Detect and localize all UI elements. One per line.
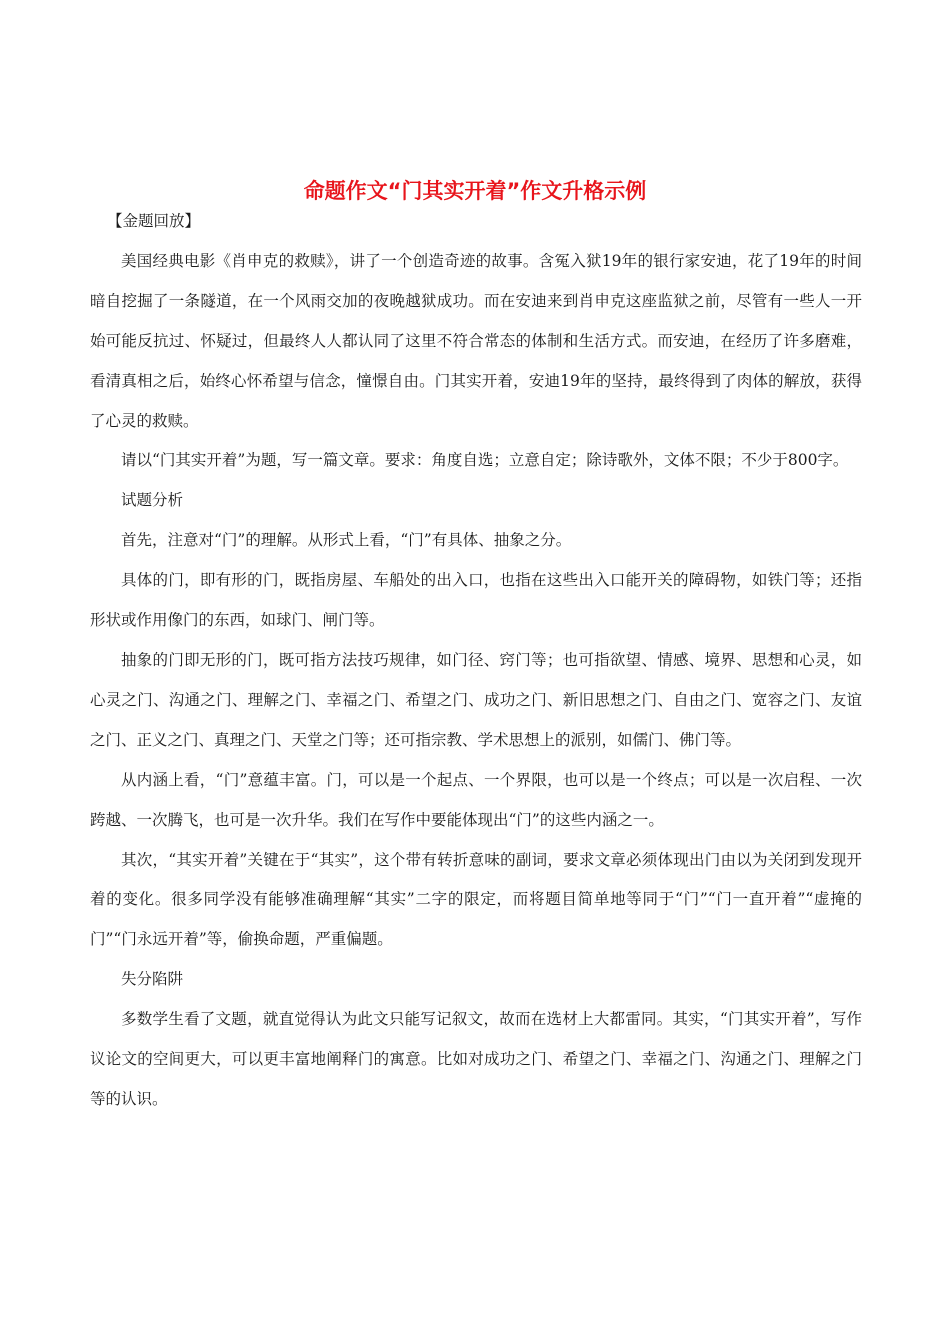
paragraph-door-connotation: 从内涵上看，“门”意蕴丰富。门，可以是一个起点、一个界限，也可以是一个终点；可以是一次启程、一次跨越、一次腾飞，也可是一次升华。我们在写作中要能体现出“门”的这些内涵之一。 [90,770,862,829]
paragraph-abstract-door: 抽象的门即无形的门，既可指方法技巧规律，如门径、窍门等；也可指欲望、情感、境界、思想和心灵，如心灵之门、沟通之门、理解之门、幸福之门、希望之门、成功之门、新旧思想之门、自由之门、宽容之门、友谊之门、正义之门、真理之门、天堂之门等；还可指宗教、学术思想上的派别，如儒门、佛门等。 [90,650,862,749]
paragraph-writing-prompt: 请以“门其实开着”为题，写一篇文章。要求：角度自选；立意自定；除诗歌外，文体不限；不少于800字。 [121,451,849,470]
section-label-golden-question: 【金题回放】 [107,212,201,230]
paragraph-door-understanding: 首先，注意对“门”的理解。从形式上看，“门”有具体、抽象之分。 [121,531,572,550]
document-title: 命题作文“门其实开着”作文升格示例 [303,179,647,203]
section-label-pitfalls: 失分陷阱 [121,970,184,989]
paragraph-concrete-door: 具体的门，即有形的门，既指房屋、车船处的出入口，也指在这些出入口能开关的障碍物，如铁门等；还指形状或作用像门的东西，如球门、闸门等。 [90,571,862,630]
paragraph-actually-open: 其次，“其实开着”关键在于“其实”，这个带有转折意味的副词，要求文章必须体现出门由以为关闭到发现开着的变化。很多同学没有能够准确理解“其实”二字的限定，而将题目简单地等同于“门”“门一直开着”“虚掩的门”“门永远开着”等，偷换命题，严重偏题。 [90,850,862,949]
paragraph-pitfall-detail: 多数学生看了文题，就直觉得认为此文只能写记叙文，故而在选材上大都雷同。其实，“门其实开着”，写作议论文的空间更大，可以更丰富地阐释门的寓意。比如对成功之门、希望之门、幸福之门、沟通之门、理解之门等的认识。 [90,1010,862,1108]
paragraph-film-intro: 美国经典电影《肖申克的救赎》，讲了一个创造奇迹的故事。含冤入狱19年的银行家安迪，花了19年的时间暗自挖掘了一条隧道，在一个风雨交加的夜晚越狱成功。而在安迪来到肖申克这座监狱之前，尽管有一些人一开始可能反抗过、怀疑过，但最终人人都认同了这里不符合常态的体制和生活方式。而安迪，在经历了许多磨难，看清真相之后，始终心怀希望与信念，憧憬自由。门其实开着，安迪19年的坚持，最终得到了肉体的解放，获得了心灵的救赎。 [90,251,862,430]
document-body [90,202,862,1120]
section-label-analysis: 试题分析 [121,491,184,510]
